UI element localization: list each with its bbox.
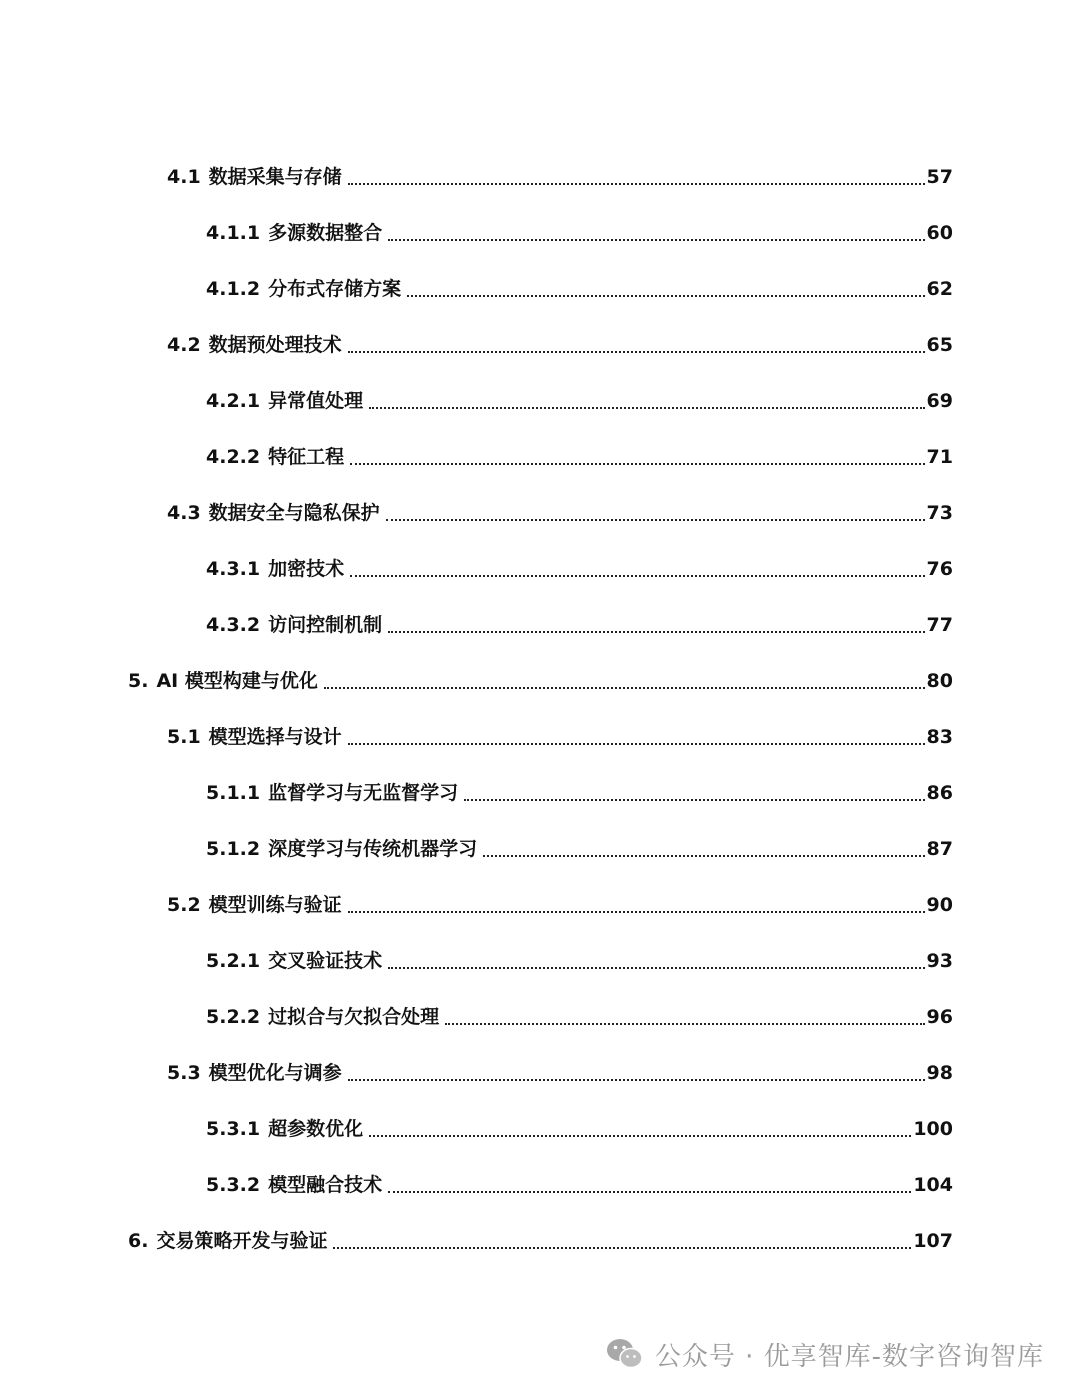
toc-dot-leader — [350, 463, 924, 465]
toc-entry-title: 监督学习与无监督学习 — [268, 782, 459, 804]
toc-entry[interactable] — [206, 274, 953, 304]
toc-entry[interactable] — [167, 498, 953, 528]
toc-entry-number: 4.1 — [167, 166, 201, 188]
toc-entry[interactable] — [128, 1226, 953, 1256]
watermark — [605, 1334, 1044, 1374]
wechat-icon — [605, 1337, 645, 1371]
toc-dot-leader — [324, 687, 925, 689]
toc-entry-title: 加密技术 — [268, 558, 345, 580]
toc-entry-number: 5.3 — [167, 1062, 201, 1084]
toc-entry-title: 过拟合与欠拟合处理 — [268, 1006, 440, 1028]
toc-entry-number: 5.1.1 — [206, 782, 261, 804]
toc-entry[interactable] — [206, 1170, 953, 1200]
toc-entry-page: 83 — [926, 726, 953, 748]
toc-entry-title: 模型优化与调参 — [208, 1062, 342, 1084]
toc-entry-number: 5.2.1 — [206, 950, 261, 972]
toc-entry-number: 4.3 — [167, 502, 201, 524]
toc-entry[interactable] — [206, 610, 953, 640]
toc-entry[interactable] — [206, 1002, 953, 1032]
toc-entry-number: 5.1.2 — [206, 838, 261, 860]
toc-entry-page: 90 — [926, 894, 953, 916]
toc-entry-title: 模型选择与设计 — [208, 726, 342, 748]
toc-entry-number: 5.3.1 — [206, 1118, 261, 1140]
toc-entry[interactable] — [206, 442, 953, 472]
toc-entry-title: 多源数据整合 — [268, 222, 383, 244]
toc-dot-leader — [464, 799, 924, 801]
toc-entry-page: 62 — [926, 278, 953, 300]
toc-dot-leader — [348, 1079, 925, 1081]
toc-entry-title: 模型训练与验证 — [208, 894, 342, 916]
toc-entry-title: 分布式存储方案 — [268, 278, 402, 300]
toc-entry-page: 77 — [926, 614, 953, 636]
toc-dot-leader — [369, 1135, 911, 1137]
toc-entry-title: 访问控制机制 — [268, 614, 383, 636]
toc-dot-leader — [350, 575, 924, 577]
toc-dot-leader — [388, 239, 924, 241]
toc-entry-number: 4.2.2 — [206, 446, 261, 468]
toc-entry-page: 104 — [913, 1174, 953, 1196]
toc-entry-page: 87 — [926, 838, 953, 860]
toc-entry[interactable] — [167, 330, 953, 360]
toc-entry-number: 4.3.2 — [206, 614, 261, 636]
toc-dot-leader — [388, 967, 924, 969]
toc-dot-leader — [483, 855, 924, 857]
toc-entry-title: 交叉验证技术 — [268, 950, 383, 972]
toc-entry-title: 模型融合技术 — [268, 1174, 383, 1196]
toc-entry-number: 5. — [128, 670, 149, 692]
toc-dot-leader — [407, 295, 924, 297]
toc-entry-page: 98 — [926, 1062, 953, 1084]
toc-entry-page: 107 — [913, 1230, 953, 1252]
toc-dot-leader — [386, 519, 925, 521]
toc-entry-page: 100 — [913, 1118, 953, 1140]
toc-entry-number: 5.3.2 — [206, 1174, 261, 1196]
toc-entry-number: 4.2.1 — [206, 390, 261, 412]
toc-entry[interactable] — [167, 162, 953, 192]
toc-entry-number: 5.2.2 — [206, 1006, 261, 1028]
toc-entry[interactable] — [128, 666, 953, 696]
toc-entry[interactable] — [206, 554, 953, 584]
toc-dot-leader — [348, 351, 925, 353]
toc-entry[interactable] — [167, 890, 953, 920]
toc-entry-page: 73 — [926, 502, 953, 524]
toc-entry-page: 71 — [926, 446, 953, 468]
toc-entry-title: 交易策略开发与验证 — [156, 1230, 328, 1252]
toc-entry-title: 特征工程 — [268, 446, 345, 468]
toc-entry-page: 57 — [926, 166, 953, 188]
toc-entry-title: 数据安全与隐私保护 — [208, 502, 380, 524]
toc-entry[interactable] — [167, 1058, 953, 1088]
toc-dot-leader — [388, 631, 924, 633]
toc-dot-leader — [369, 407, 924, 409]
toc-dot-leader — [348, 743, 925, 745]
toc-entry-title: AI 模型构建与优化 — [156, 670, 318, 692]
toc-entry[interactable] — [206, 834, 953, 864]
toc-entry-title: 数据采集与存储 — [208, 166, 342, 188]
toc-entry[interactable] — [206, 386, 953, 416]
toc-entry-page: 96 — [926, 1006, 953, 1028]
toc-entry-page: 69 — [926, 390, 953, 412]
toc-entry[interactable] — [206, 778, 953, 808]
toc-dot-leader — [348, 911, 925, 913]
toc-entry[interactable] — [206, 1114, 953, 1144]
toc-entry-number: 5.1 — [167, 726, 201, 748]
toc-entry-number: 6. — [128, 1230, 149, 1252]
toc-entry[interactable] — [206, 946, 953, 976]
toc-entry-page: 76 — [926, 558, 953, 580]
toc-entry-title: 数据预处理技术 — [208, 334, 342, 356]
toc-dot-leader — [388, 1191, 911, 1193]
toc-entry-number: 5.2 — [167, 894, 201, 916]
toc-entry-number: 4.1.2 — [206, 278, 261, 300]
toc-entry-page: 80 — [926, 670, 953, 692]
watermark-text: 公众号 · 优享智库-数字咨询智库 — [654, 1341, 1044, 1372]
toc-entry-title: 超参数优化 — [268, 1118, 364, 1140]
toc-dot-leader — [333, 1247, 911, 1249]
toc-entry-page: 86 — [926, 782, 953, 804]
toc-entry-number: 4.3.1 — [206, 558, 261, 580]
toc-entry-title: 异常值处理 — [268, 390, 364, 412]
toc-entry[interactable] — [167, 722, 953, 752]
toc-dot-leader — [348, 183, 925, 185]
toc-entry-number: 4.2 — [167, 334, 201, 356]
toc-entry[interactable] — [206, 218, 953, 248]
toc-entry-page: 65 — [926, 334, 953, 356]
toc-entry-number: 4.1.1 — [206, 222, 261, 244]
toc-entry-title: 深度学习与传统机器学习 — [268, 838, 478, 860]
toc-entry-page: 93 — [926, 950, 953, 972]
toc-entry-page: 60 — [926, 222, 953, 244]
toc-dot-leader — [445, 1023, 924, 1025]
